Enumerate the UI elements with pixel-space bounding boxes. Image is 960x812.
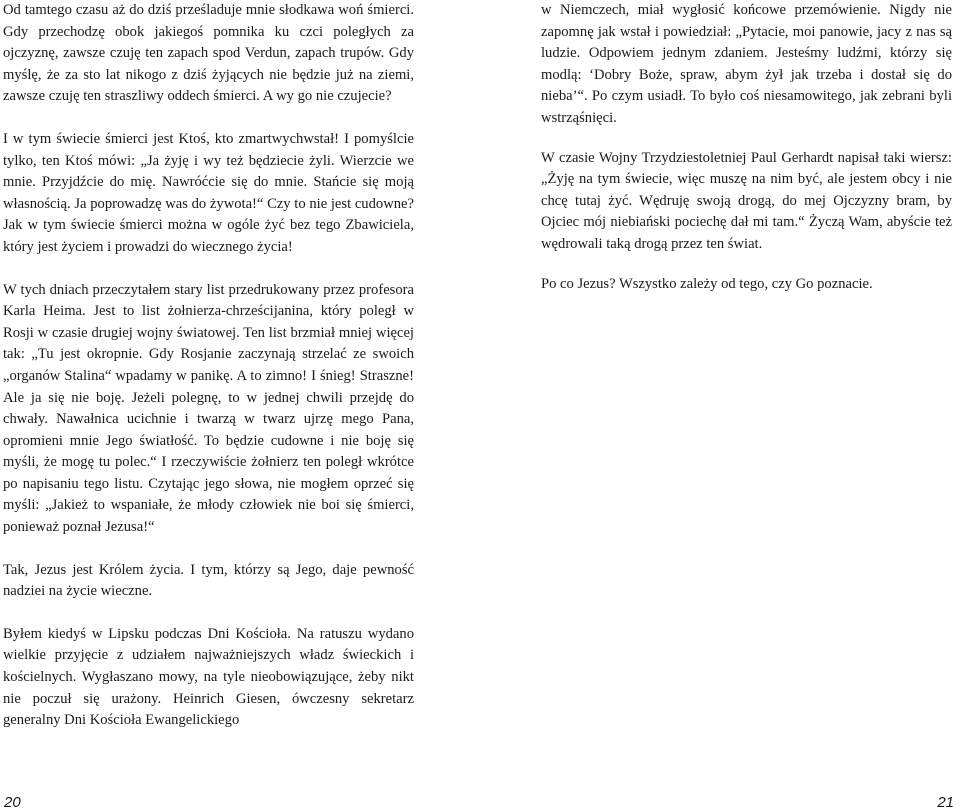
right-column <box>541 0 952 295</box>
paragraph: W czasie Wojny Trzydziestoletniej Paul Gerhardt napisał taki wiersz: „Żyję na tym świecie, więc muszę na nim być, ale jestem obcy i nie chcę tutaj żyć. Wędruję swoją drogą, do mej Ojczyzny bram, by Ojciec mój niebiański pociechę dał mi tam.“ Życzą Wam, abyście też wędrowali taką drogą przez ten świat. <box>541 149 952 252</box>
paragraph: Od tamtego czasu aż do dziś prześladuje mnie słodkawa woń śmierci. Gdy przechodzę obok jakiegoś pomnika ku czci poległych za ojczyznę, zawsze czuję ten zapach spod Verdun, zapach trupów. Gdy myślę, że za sto lat nikogo z dziś żyjących nie będzie już na ziemi, zawsze czuję ten straszliwy oddech śmierci. A wy go nie czujecie? <box>3 2 414 105</box>
page-number-right: 21 <box>937 794 954 811</box>
paragraph: W tych dniach przeczytałem stary list przedrukowany przez profesora Karla Heima. Jest to list żołnierza-chrześcijanina, który poległ w Rosji w czasie drugiej wojny światowej. Ten list brzmiał mniej więcej tak: „Tu jest okropnie. Gdy Rosjanie zaczynają strzelać ze swoich „organów Stalina“ wpadamy w panikę. A to zimno! I śnieg! Straszne! Ale ja się nie boję. Jeżeli polegnę, to w jednej chwili przejdę do chwały. Nawałnica ucichnie i twarzą w twarz ujrzę mego Pana, opromieni mnie Jego światłość. To będzie cudowne i nie boję się myśli, że mogę tu polec.“ I rzeczywiście żołnierz ten poległ wkrótce po napisaniu tego listu. Czytając jego słowa, nie mogłem oprzeć się myśli: „Jakież to wspaniałe, że młody człowiek nie boi się śmierci, ponieważ poznał Jezusa!“ <box>3 281 414 536</box>
paragraph: I w tym świecie śmierci jest Ktoś, kto zmartwychwstał! I pomyślcie tylko, ten Ktoś mówi: „Ja żyję i wy też będziecie żyli. Wierzcie we mnie. Przyjdźcie do mię. Nawróćcie się do mnie. Stańcie się moją własnością. Ja poprowadzę was do żywota!“ Czy to nie jest cudowne? Jak w tym świecie śmierci można w ogóle żyć bez tego Zbawiciela, który jest życiem i prowadzi do wiecznego życia! <box>3 130 414 255</box>
paragraph: Byłem kiedyś w Lipsku podczas Dni Kościoła. Na ratuszu wydano wielkie przyjęcie z udziałem najważniejszych władz świeckich i kościelnych. Wygłaszano mowy, na tyle nieobowiązujące, żeby nikt nie poczuł się urażony. Heinrich Giesen, ówczesny sekretarz generalny Dni Kościoła Ewangelickiego <box>3 625 414 729</box>
paragraph: w Niemczech, miał wygłosić końcowe przemówienie. Nigdy nie zapomnę jak wstał i powiedział: „Pytacie, moi panowie, jacy z nas są ludzie. Odpowiem jednym zdaniem. Jesteśmy ludźmi, którzy się modlą: ‘Dobry Boże, spraw, abym żył jak trzeba i dostał się do nieba’“. Po czym usiadł. To było coś niesamowitego, jak zebrani byli wstrząśnięci. <box>541 2 952 126</box>
paragraph: Tak, Jezus jest Królem życia. I tym, którzy są Jego, daje pewność nadziei na życie wieczne. <box>3 561 414 600</box>
left-column <box>3 0 414 732</box>
page-number-left: 20 <box>4 794 21 811</box>
paragraph: Po co Jezus? Wszystko zależy od tego, czy Go poznacie. <box>541 275 873 292</box>
